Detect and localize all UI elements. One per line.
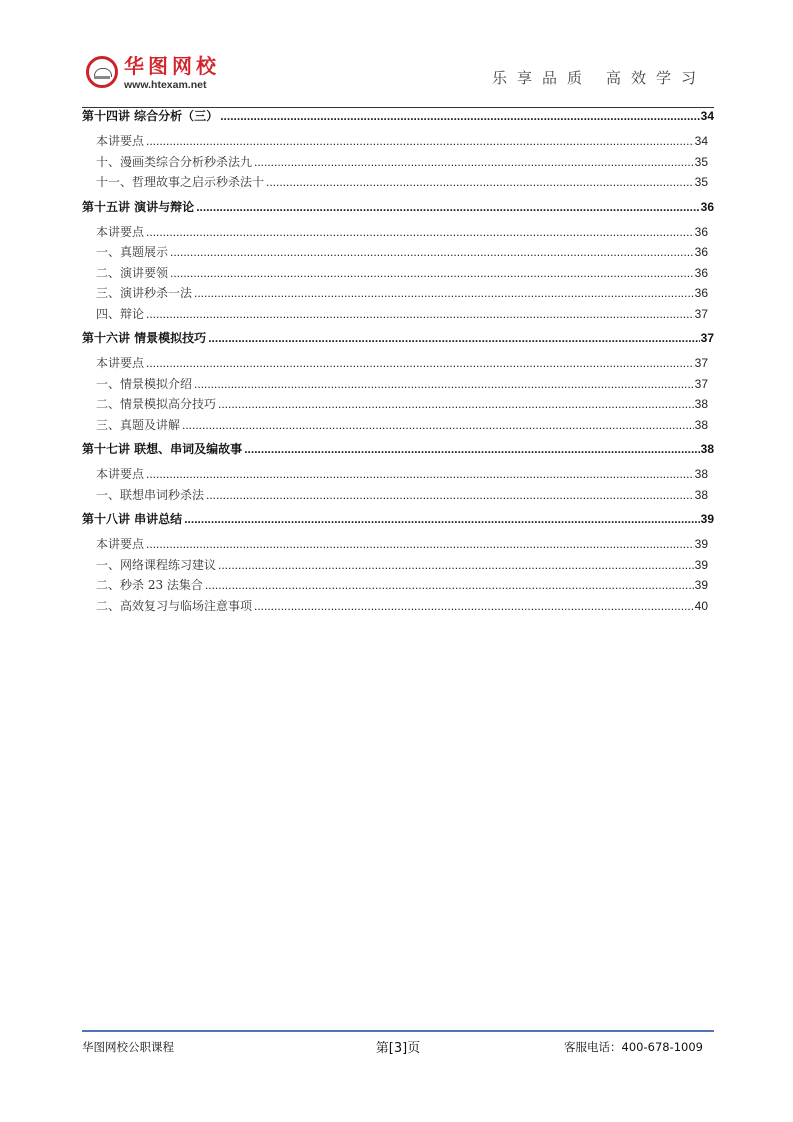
toc-item-page: 37 — [694, 356, 708, 370]
toc-item-title: 四、辩论 — [96, 304, 146, 325]
toc-heading-page: 34 — [700, 109, 714, 123]
dot-leader — [266, 172, 694, 193]
table-of-contents — [82, 108, 714, 622]
dot-leader — [196, 199, 699, 216]
dot-leader — [182, 415, 694, 436]
toc-item-title: 本讲要点 — [96, 222, 146, 243]
toc-heading[interactable] — [82, 108, 714, 125]
toc-item-page: 35 — [694, 154, 708, 169]
toc-item[interactable] — [82, 374, 714, 395]
toc-heading[interactable] — [82, 199, 714, 216]
toc-item-page: 36 — [694, 245, 708, 259]
toc-item-title: 本讲要点 — [96, 464, 146, 485]
toc-heading-title: 第十五讲 演讲与辩论 — [82, 199, 195, 214]
toc-item-page: 40 — [694, 598, 708, 613]
toc-item[interactable] — [82, 304, 714, 325]
toc-item[interactable] — [82, 575, 714, 596]
toc-item-title: 二、演讲要领 — [96, 263, 170, 284]
toc-item[interactable] — [82, 152, 714, 173]
slogan-part1: 乐享品质 — [491, 69, 592, 87]
toc-heading-title: 第十六讲 情景模拟技巧 — [82, 331, 207, 345]
toc-item[interactable] — [82, 394, 714, 415]
toc-item[interactable] — [82, 131, 714, 152]
toc-item-page: 37 — [694, 306, 708, 321]
brand-logo — [82, 52, 222, 96]
page-number: 第[3]页 — [375, 1041, 421, 1056]
footer-course-name: 华图网校公职课程 — [82, 1040, 174, 1054]
toc-section — [82, 511, 714, 616]
brand-name: 华图网校 — [124, 54, 220, 78]
toc-item-page: 34 — [694, 134, 708, 148]
toc-item-page: 36 — [694, 224, 708, 239]
toc-item-page: 38 — [694, 417, 708, 432]
toc-item-title: 一、网络课程练习建议 — [96, 555, 218, 576]
toc-item-page: 38 — [694, 467, 708, 481]
toc-item-title: 本讲要点 — [96, 353, 146, 374]
dot-leader — [218, 394, 694, 415]
dot-leader — [205, 575, 694, 596]
toc-heading-title: 第十四讲 综合分析（三） — [82, 109, 219, 123]
dot-leader — [194, 283, 694, 304]
seal-icon — [86, 56, 118, 88]
footer-hotline: 客服电话：400-678-1009 — [564, 1040, 703, 1054]
toc-item-page: 35 — [694, 175, 708, 189]
toc-item[interactable] — [82, 415, 714, 436]
toc-heading[interactable] — [82, 441, 714, 458]
toc-item[interactable] — [82, 172, 714, 193]
toc-section — [82, 441, 714, 505]
toc-section — [82, 199, 714, 325]
toc-heading-page: 38 — [700, 442, 714, 456]
toc-item-title: 二、秒杀 23 法集合 — [96, 575, 205, 596]
dot-leader — [194, 374, 694, 395]
toc-item-title: 一、情景模拟介绍 — [96, 374, 194, 395]
toc-heading-page: 37 — [700, 331, 714, 345]
page-header — [82, 52, 714, 106]
toc-item-title: 二、高效复习与临场注意事项 — [96, 596, 254, 617]
dot-leader — [220, 108, 699, 125]
dot-leader — [146, 131, 694, 152]
dot-leader — [146, 222, 694, 243]
footer-divider — [82, 1030, 714, 1032]
toc-item[interactable] — [82, 555, 714, 576]
dot-leader — [206, 485, 694, 506]
toc-item-title: 本讲要点 — [96, 534, 146, 555]
toc-item[interactable] — [82, 242, 714, 263]
dot-leader — [146, 353, 694, 374]
dot-leader — [184, 511, 699, 528]
page-footer — [82, 1038, 714, 1056]
toc-item[interactable] — [82, 534, 714, 555]
toc-item-title: 十、漫画类综合分析秒杀法九 — [96, 152, 254, 173]
dot-leader — [208, 330, 699, 347]
toc-item-title: 二、情景模拟高分技巧 — [96, 394, 218, 415]
toc-item-page: 39 — [694, 578, 708, 592]
dot-leader — [244, 441, 699, 458]
dot-leader — [254, 596, 694, 617]
toc-section — [82, 108, 714, 193]
toc-item-title: 本讲要点 — [96, 131, 146, 152]
dot-leader — [218, 555, 694, 576]
toc-item-title: 一、真题展示 — [96, 242, 170, 263]
toc-item-page: 36 — [694, 265, 708, 280]
toc-heading-page: 39 — [700, 512, 714, 526]
dot-leader — [170, 263, 694, 284]
toc-item[interactable] — [82, 464, 714, 485]
toc-item[interactable] — [82, 283, 714, 304]
toc-section — [82, 330, 714, 435]
dot-leader — [146, 464, 694, 485]
toc-item[interactable] — [82, 485, 714, 506]
toc-heading[interactable] — [82, 511, 714, 528]
toc-item-page: 37 — [694, 376, 708, 391]
toc-heading-title: 第十七讲 联想、串词及编故事 — [82, 442, 243, 456]
brand-url: www.htexam.net — [124, 79, 207, 91]
toc-item[interactable] — [82, 353, 714, 374]
toc-item-title: 三、演讲秒杀一法 — [96, 283, 194, 304]
toc-item[interactable] — [82, 222, 714, 243]
toc-item-title: 一、联想串词秒杀法 — [96, 485, 206, 506]
dot-leader — [146, 304, 694, 325]
toc-item-title: 三、真题及讲解 — [96, 415, 182, 436]
toc-item-page: 39 — [694, 557, 708, 572]
dot-leader — [254, 152, 694, 173]
toc-item-page: 39 — [694, 537, 708, 551]
toc-heading[interactable] — [82, 330, 714, 347]
toc-item[interactable] — [82, 263, 714, 284]
toc-item[interactable] — [82, 596, 714, 617]
slogan — [492, 67, 706, 88]
toc-heading-title: 第十八讲 串讲总结 — [82, 512, 183, 526]
toc-item-page: 36 — [694, 286, 708, 300]
dot-leader — [170, 242, 694, 263]
toc-heading-page: 36 — [700, 199, 714, 214]
slogan-part2: 高效学习 — [605, 69, 706, 87]
toc-item-title: 十一、哲理故事之启示秒杀法十 — [96, 172, 266, 193]
toc-item-page: 38 — [694, 397, 708, 411]
dot-leader — [146, 534, 694, 555]
toc-item-page: 38 — [694, 487, 708, 502]
